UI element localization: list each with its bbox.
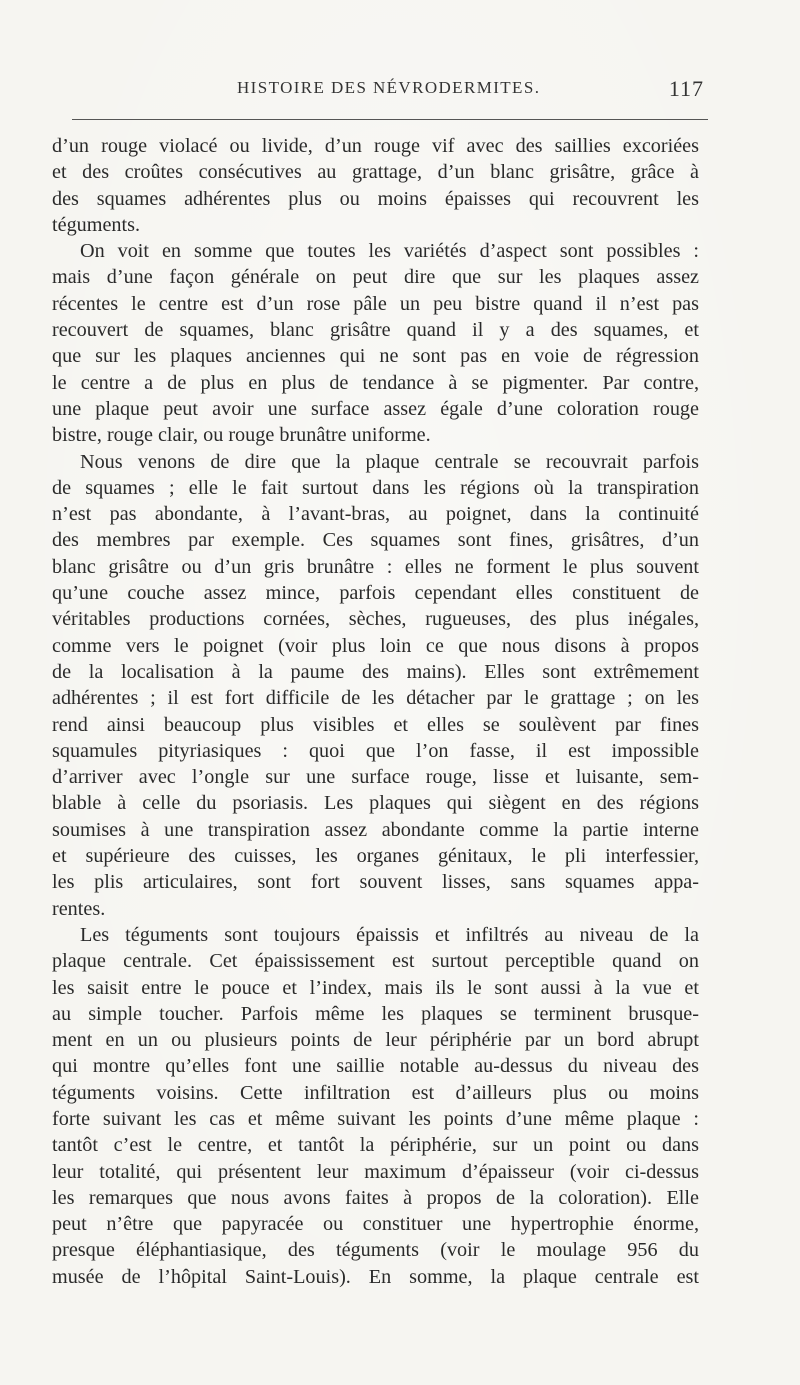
header-rule: [72, 119, 708, 120]
text-line: des squames adhérentes plus ou moins épaisses qui recouvrent les: [52, 187, 699, 210]
text-line: et des croûtes consécutives au grattage, d’un blanc grisâtre, grâce à: [52, 161, 699, 184]
body-text: [52, 133, 699, 1290]
text-line: téguments voisins. Cette infiltration est d’ailleurs plus ou moins: [52, 1081, 699, 1104]
running-head: [52, 78, 704, 108]
text-line: d’arriver avec l’ongle sur une surface rouge, lisse et luisante, sem-: [52, 766, 699, 789]
text-line: le centre a de plus en plus de tendance à se pigmenter. Par contre,: [52, 371, 699, 394]
text-line: des membres par exemple. Ces squames sont fines, grisâtres, d’un: [52, 529, 699, 552]
text-line: peut n’être que papyracée ou constituer une hypertrophie énorme,: [52, 1213, 699, 1236]
text-line: comme vers le poignet (voir plus loin ce que nous disons à propos: [52, 634, 699, 657]
text-line: leur totalité, qui présentent leur maximum d’épaisseur (voir ci-dessus: [52, 1160, 699, 1183]
text-line: mais d’une façon générale on peut dire que sur les plaques assez: [52, 266, 699, 289]
text-line: au simple toucher. Parfois même les plaques se terminent brusque-: [52, 1002, 699, 1025]
text-line: qui montre qu’elles font une saillie notable au-dessus du niveau des: [52, 1055, 699, 1078]
text-line: d’un rouge violacé ou livide, d’un rouge vif avec des saillies excoriées: [52, 135, 699, 157]
text-line: tantôt c’est le centre, et tantôt la périphérie, sur un point ou dans: [52, 1134, 699, 1157]
text-line: qu’une couche assez mince, parfois cependant elles constituent de: [52, 582, 699, 605]
text-line: les remarques que nous avons faites à propos de la coloration). Elle: [52, 1186, 699, 1209]
text-line: récentes le centre est d’un rose pâle un peu bistre quand il n’est pas: [52, 292, 699, 315]
text-line: les saisit entre le pouce et l’index, mais ils le sont aussi à la vue et: [52, 976, 699, 999]
text-line: de squames ; elle le fait surtout dans les régions où la transpiration: [52, 476, 699, 499]
text-line: musée de l’hôpital Saint-Louis). En somme, la plaque centrale est: [52, 1265, 699, 1288]
text-line: rend ainsi beaucoup plus visibles et elles se soulèvent par fines: [52, 713, 699, 736]
text-line: et supérieure des cuisses, les organes génitaux, le pli interfessier,: [52, 845, 699, 868]
text-line: de la localisation à la paume des mains). Elles sont extrêmement: [52, 660, 699, 683]
text-line: recouvert de squames, blanc grisâtre quand il y a des squames, et: [52, 319, 699, 342]
text-line: soumises à une transpiration assez abondante comme la partie interne: [52, 818, 699, 841]
text-line: ment en un ou plusieurs points de leur périphérie par un bord abrupt: [52, 1029, 699, 1052]
text-line: blable à celle du psoriasis. Les plaques qui siègent en des régions: [52, 792, 699, 815]
text-line: squamules pityriasiques : quoi que l’on fasse, il est impossible: [52, 739, 699, 762]
text-line: que sur les plaques anciennes qui ne sont pas en voie de régression: [52, 345, 699, 368]
text-line: Nous venons de dire que la plaque centrale se recouvrait parfois: [80, 450, 699, 473]
text-line: bistre, rouge clair, ou rouge brunâtre uniforme.: [52, 424, 431, 447]
text-line: On voit en somme que toutes les variétés d’aspect sont possibles :: [80, 240, 699, 263]
text-line: presque éléphantiasique, des téguments (voir le moulage 956 du: [52, 1239, 699, 1262]
text-line: les plis articulaires, sont fort souvent lisses, sans squames appa-: [52, 871, 699, 894]
text-line: plaque centrale. Cet épaississement est surtout perceptible quand on: [52, 950, 699, 973]
text-line: Les téguments sont toujours épaissis et infiltrés au niveau de la: [80, 923, 699, 946]
page-number: 117: [668, 76, 704, 101]
text-line: une plaque peut avoir une surface assez égale d’une coloration rouge: [52, 397, 699, 420]
text-line: téguments.: [52, 213, 141, 236]
text-line: véritables productions cornées, sèches, rugueuses, des plus inégales,: [52, 608, 699, 631]
text-line: n’est pas abondante, à l’avant-bras, au poignet, dans la continuité: [52, 503, 699, 526]
text-line: rentes.: [52, 897, 106, 920]
running-title: HISTOIRE DES NÉVRODERMITES.: [237, 78, 541, 97]
text-line: adhérentes ; il est fort difficile de les détacher par le grattage ; on les: [52, 687, 699, 710]
text-line: blanc grisâtre ou d’un gris brunâtre : elles ne forment le plus souvent: [52, 555, 699, 578]
text-line: forte suivant les cas et même suivant les points d’une même plaque :: [52, 1107, 699, 1130]
